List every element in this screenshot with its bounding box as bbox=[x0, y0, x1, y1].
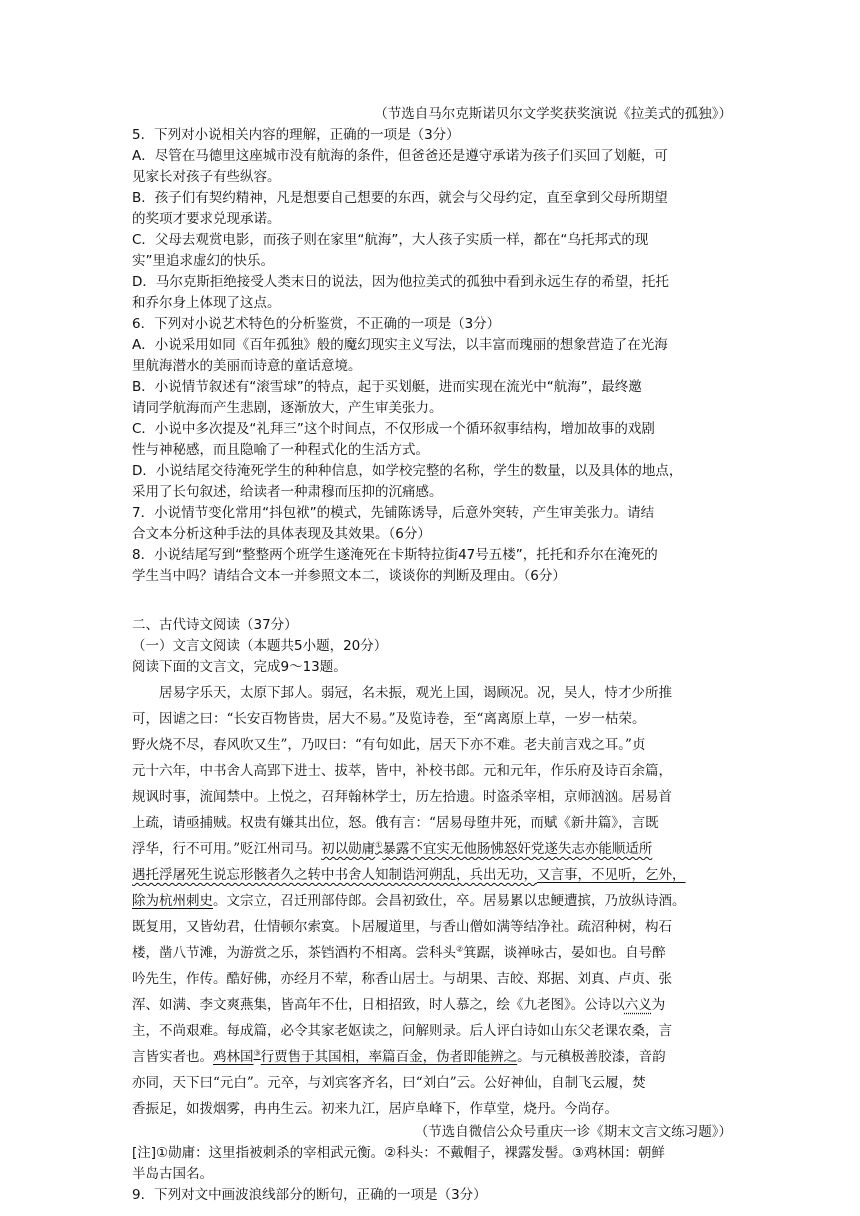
passage-line-16: 亦同，天下曰“元白”。元卒，与刘宾客齐名，曰“刘白”云。公好神仙，自制飞云履，焚 bbox=[132, 1075, 646, 1091]
question-8: 8．小说结尾写到“整整两个班学生遂淹死在卡斯特拉街47号五楼”，托托和乔尔在淹死的 bbox=[132, 547, 658, 563]
passage-line-9 bbox=[132, 891, 732, 912]
wavy-underlined-text: 遇托浮屠死生说忘形骸者久之转中书舍人知制诰河朔乱，兵出无功， bbox=[132, 867, 537, 883]
passage-line-1: 居易字乐天，太原下邽人。弱冠，名未振，观光上国，谒顾况。况，吴人，恃才少所推 bbox=[159, 685, 672, 701]
subsection-title: （一）文言文阅读（本题共5小题，20分） bbox=[132, 638, 388, 654]
passage-line-17: 香振足，如拨烟雾，冉冉生云。初来九江，居庐阜峰下，作草堂，烧丹。今尚存。 bbox=[132, 1101, 618, 1117]
question-7-cont: 合文本分析这种手法的具体表现及其效果。（6分） bbox=[132, 526, 431, 542]
passage-line-3: 野火烧不尽，春风吹又生”，乃叹曰：“有句如此，居天下亦不难。老夫前言戏之耳。”贞 bbox=[132, 737, 646, 753]
passage-line-8 bbox=[132, 865, 732, 886]
annotation-notes-cont: 半岛古国名。 bbox=[132, 1166, 213, 1182]
reading-instruction: 阅读下面的文言文，完成9～13题。 bbox=[132, 659, 347, 675]
q6-option-b: B．小说情节叙述有“滚雪球”的特点，起于买划艇，进而实现在流光中“航海”，最终邀 bbox=[132, 379, 642, 395]
passage-text: 浑、如满、李文爽燕集，皆高年不仕，日相招致，时人慕之，绘《九老图》。公诗以 bbox=[132, 997, 625, 1013]
question-5-stem: 5．下列对小说相关内容的理解，正确的一项是（3分） bbox=[132, 127, 460, 143]
passage-line-10: 既复用，又皆幼君，仕情顿尔索寞。卜居履道里，与香山僧如满等结净社。疏沼种树，构石 bbox=[132, 919, 672, 935]
q6-option-c: C．小说中多次提及“礼拜三”这个时间点，不仅形成一个循环叙事结构，增加故事的戏剧 bbox=[132, 421, 655, 437]
question-7: 7．小说情节变化常用“抖包袱”的模式，先铺陈诱导，后意外突转，产生审美张力。请结 bbox=[132, 505, 655, 521]
passage-line-13 bbox=[132, 995, 732, 1016]
footnote-marker: ③ bbox=[253, 1048, 261, 1058]
q5-option-d-cont: 和乔尔身上体现了这点。 bbox=[132, 295, 281, 311]
passage-text: 。文宗立，召迁刑部侍郎。会昌初致仕，卒。居易累以忠鲠遭摈，乃放纵诗酒。 bbox=[213, 893, 686, 909]
passage-text: 言皆实者也。 bbox=[132, 1049, 213, 1065]
passage-text: 浮华，行不可用。”贬江州司马。 bbox=[132, 841, 322, 857]
q6-option-c-cont: 性与神秘感，而且隐喻了一种程式化的生活方式。 bbox=[132, 442, 429, 458]
passage-text: 为 bbox=[651, 997, 666, 1013]
q5-option-b: B．孩子们有契约精神，凡是想要自己想要的东西，就会与父母约定，直至拿到父母所期望 bbox=[132, 190, 668, 206]
q5-option-c-cont: 实”里追求虚幻的快乐。 bbox=[132, 253, 274, 269]
dotted-emphasis-text: 六义 bbox=[624, 997, 652, 1013]
underlined-sentence: 又言事，不见听，乞外， bbox=[537, 867, 686, 883]
passage-line-5: 规讽时事，流闻禁中。上悦之，召拜翰林学士，历左拾遗。时盗杀宰相，京师汹汹。居易首 bbox=[132, 789, 672, 805]
passage-text: 。与元稹极善胶漆，音韵 bbox=[517, 1049, 666, 1065]
passage-line-11 bbox=[132, 943, 732, 964]
source-citation-top: （节选自马尔克斯诺贝尔文学奖获奖演说《拉美式的孤独》） bbox=[374, 106, 732, 122]
q6-option-a-cont: 里航海潜水的美丽而诗意的童话意境。 bbox=[132, 358, 362, 374]
q5-option-c: C．父母去观赏电影，而孩子则在家里“航海”，大人孩子实质一样，都在“乌托邦式的现 bbox=[132, 232, 649, 248]
annotation-notes: [注]①勋庸：这里指被刺杀的宰相武元衡。②科头：不戴帽子，裸露发髻。③鸡林国：朝鲜 bbox=[132, 1145, 665, 1161]
passage-line-2: 可，因谑之曰：“长安百物皆贵，居大不易。”及览诗卷，至“离离原上草，一岁一枯荣。 bbox=[132, 711, 646, 727]
passage-line-15 bbox=[132, 1047, 732, 1068]
footnote-marker: ① bbox=[375, 840, 383, 850]
q5-option-b-cont: 的奖项才要求兑现承诺。 bbox=[132, 211, 281, 227]
underlined-sentence: 行贾售于其国相，率篇百金，伪者即能辨之 bbox=[260, 1049, 518, 1065]
passage-line-7 bbox=[132, 839, 732, 860]
wavy-underlined-text: 初以勋庸 bbox=[321, 841, 376, 857]
underlined-sentence: 鸡林国 bbox=[213, 1049, 254, 1065]
q6-option-d: D．小说结尾交待淹死学生的种种信息，如学校完整的名称，学生的数量，以及具体的地点， bbox=[132, 463, 683, 479]
q6-option-d-cont: 采用了长句叙述，给读者一种肃穆而压抑的沉痛感。 bbox=[132, 484, 443, 500]
wavy-underlined-text: 暴露不宜实无他肠怫怒奸党遂失志亦能顺适所 bbox=[382, 841, 653, 857]
passage-line-4: 元十六年，中书舍人高郢下进士、拔萃，皆中，补校书郎。元和元年，作乐府及诗百余篇， bbox=[132, 763, 672, 779]
passage-line-12: 吟先生，作传。酷好佛，亦经月不荤，称香山居士。与胡果、吉皎、郑据、刘真、卢贞、张 bbox=[132, 971, 672, 987]
underlined-sentence: 除为杭州刺史 bbox=[132, 893, 213, 909]
passage-text: 楼，凿八节滩，为游赏之乐，茶铛酒杓不相离。尝科头 bbox=[132, 945, 456, 961]
question-9-stem: 9．下列对文中画波浪线部分的断句，正确的一项是（3分） bbox=[132, 1187, 487, 1203]
q6-option-b-cont: 请同学航海而产生悲剧，逐渐放大，产生审美张力。 bbox=[132, 400, 443, 416]
source-citation-passage: （节选自微信公众号重庆一诊《期末文言文练习题》） bbox=[414, 1124, 732, 1140]
footnote-marker: ② bbox=[456, 944, 464, 954]
q5-option-d: D．马尔克斯拒绝接受人类末日的说法，因为他拉美式的孤独中看到永远生存的希望，托托 bbox=[132, 274, 669, 290]
q5-option-a-cont: 见家长对孩子有些纵容。 bbox=[132, 169, 281, 185]
passage-line-14: 主，不尚艰难。每成篇，必令其家老妪读之，问解则录。后人评白诗如山东父老课农桑，言 bbox=[132, 1023, 672, 1039]
q6-option-a: A．小说采用如同《百年孤独》般的魔幻现实主义写法，以丰富而瑰丽的想象营造了在光海 bbox=[132, 337, 668, 353]
q5-option-a: A．尽管在马德里这座城市没有航海的条件，但爸爸还是遵守承诺为孩子们买回了划艇，可 bbox=[132, 148, 668, 164]
question-8-cont: 学生当中吗？请结合文本一并参照文本二，谈谈你的判断及理由。（6分） bbox=[132, 568, 566, 584]
section-title: 二、古代诗文阅读（37分） bbox=[132, 617, 298, 633]
question-6-stem: 6．下列对小说艺术特色的分析鉴赏，不正确的一项是（3分） bbox=[132, 316, 501, 332]
passage-text: 箕踞，谈禅咏古，晏如也。自号醉 bbox=[463, 945, 666, 961]
passage-line-6: 上疏，请亟捕贼。权贵有嫌其出位，怒。俄有言：“居易母堕井死，而赋《新井篇》，言既 bbox=[132, 815, 659, 831]
